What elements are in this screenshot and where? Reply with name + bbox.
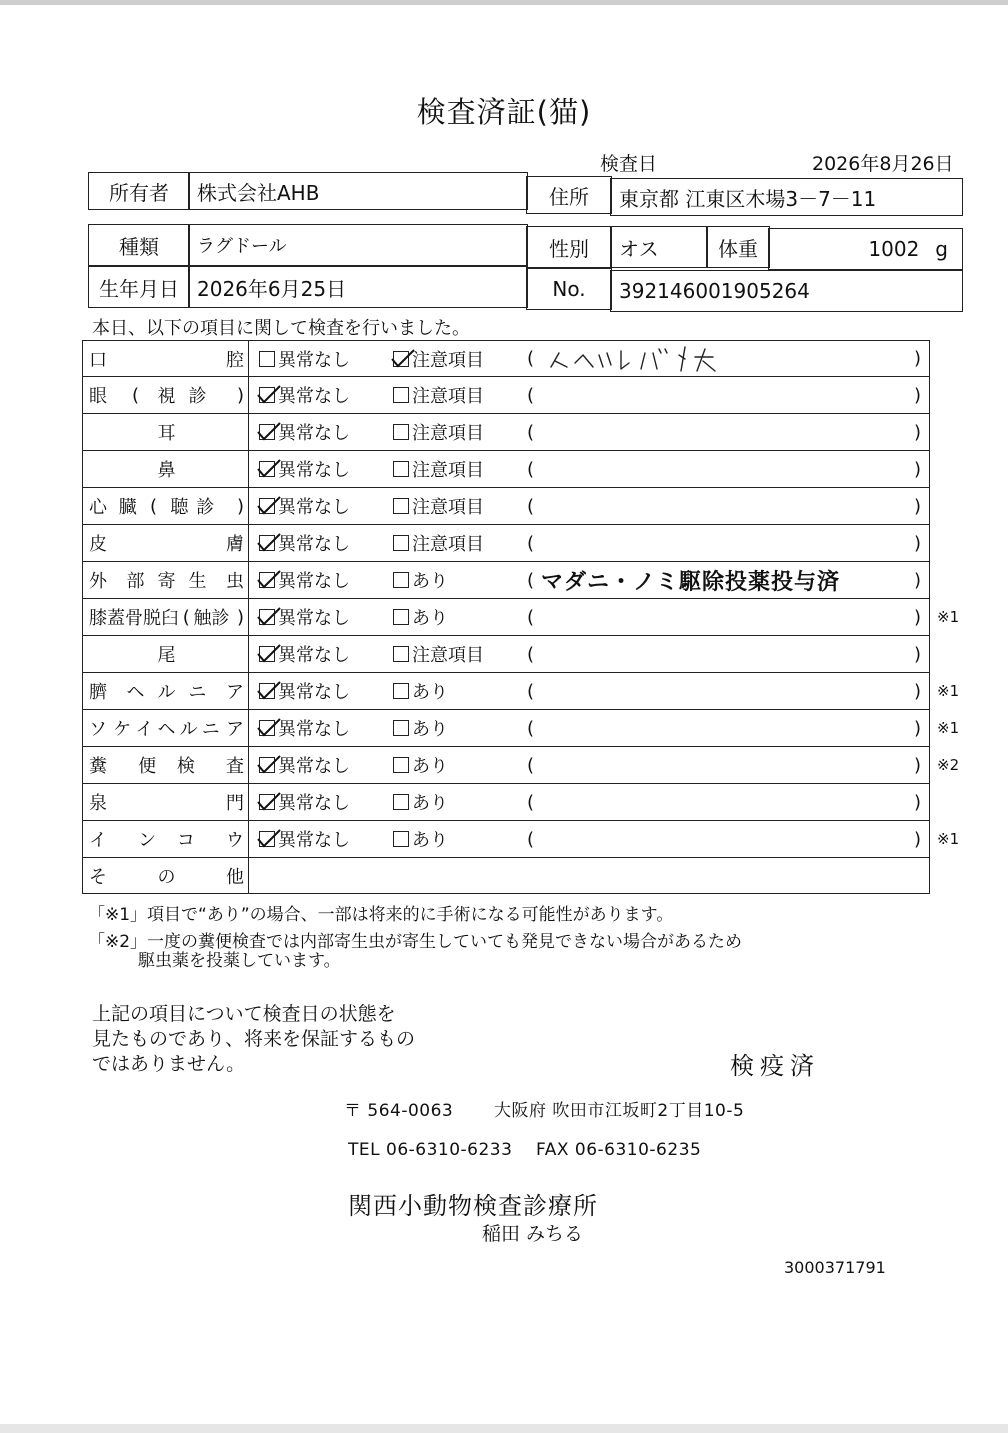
item-char: 心 (89, 497, 107, 518)
paren-open: ( (527, 606, 535, 628)
footnote-2: 「※2」一度の糞便検査では内部寄生虫が寄生していても発見できない場合があるため (88, 932, 743, 952)
checkbox[interactable] (259, 424, 275, 440)
option-label: 注意項目 (412, 645, 484, 666)
check-mark-icon (255, 419, 283, 443)
footnote-2-cont: 駆虫薬を投薬しています。 (138, 951, 341, 971)
item-char: 部 (126, 571, 145, 592)
checklist-row (82, 747, 960, 784)
check-mark-icon (255, 715, 283, 739)
weight-value: 1002 (868, 237, 920, 261)
option-label: 異常なし (278, 534, 350, 555)
paren-open: ( (527, 643, 535, 665)
option-label: 異常なし (278, 571, 350, 592)
item-char: ヘ (157, 719, 176, 740)
item-char: 視 (157, 386, 176, 407)
checklist-row-other (82, 858, 930, 894)
paren-close: ) (913, 532, 921, 554)
check-item-label: 鼻 (83, 451, 249, 487)
item-char: ニ (188, 682, 207, 703)
check-mark-icon (389, 346, 417, 370)
checklist-row (82, 451, 930, 488)
option-label: 異常なし (278, 682, 350, 703)
footnote-mark: ※2 (937, 756, 960, 774)
paren-open: ( (527, 384, 535, 406)
checkbox[interactable] (259, 387, 275, 403)
paren-close: ) (913, 680, 921, 702)
paren-close: ) (913, 348, 921, 369)
check-mark-icon (255, 567, 283, 591)
item-char: 泉 (89, 793, 107, 814)
paren-open: ( (527, 791, 535, 813)
option-label: 異常なし (278, 608, 350, 629)
footnote-mark: ※1 (937, 719, 960, 737)
item-char: ン (138, 830, 157, 851)
option-label: 異常なし (278, 349, 350, 371)
option-label: あり (412, 571, 448, 592)
option-label: 異常なし (278, 497, 350, 518)
check-item-label (83, 710, 249, 746)
option-label: 注意項目 (412, 349, 484, 371)
paren-open: ( (527, 717, 535, 739)
check-mark-icon (255, 826, 283, 850)
clinic-fax: FAX 06-6310-6235 (536, 1140, 702, 1160)
item-char: 診 (188, 386, 207, 407)
option-attention[interactable] (393, 451, 484, 487)
check-item-label (83, 747, 249, 783)
option-normal[interactable] (259, 414, 350, 450)
check-item-label (83, 488, 249, 524)
weight-label: 体重 (706, 226, 770, 268)
option-normal[interactable] (259, 636, 350, 672)
statement-line: 見たものであり、将来を保証するもの (92, 1028, 416, 1050)
footnote-mark: ※1 (937, 682, 960, 700)
paren-close: ) (913, 421, 921, 443)
paren-open: ( (527, 348, 535, 369)
checkbox[interactable] (393, 646, 409, 662)
option-label: 注意項目 (412, 423, 484, 444)
option-label: 異常なし (278, 793, 350, 814)
check-item-label (83, 784, 249, 820)
footnote-mark: ※1 (937, 608, 960, 626)
option-label: 異常なし (278, 719, 350, 740)
item-char: ア (226, 682, 244, 703)
item-char: 寄 (157, 571, 176, 592)
paren-open: ( (527, 532, 535, 554)
option-attention[interactable] (393, 525, 484, 561)
weight-field (768, 228, 963, 270)
option-label: 注意項目 (412, 534, 484, 555)
item-char: イ (89, 830, 107, 851)
option-normal[interactable] (259, 710, 350, 746)
item-char: 虫 (226, 571, 244, 592)
checkbox[interactable] (393, 831, 409, 847)
checklist-row (82, 784, 930, 821)
check-mark-icon (255, 456, 283, 480)
checkbox[interactable] (259, 757, 275, 773)
disclaimer-statement (92, 1002, 415, 1077)
paren-close: ) (913, 717, 921, 739)
paren-open: ( (527, 569, 535, 591)
check-item-label (83, 341, 249, 376)
item-char: 査 (226, 756, 244, 777)
item-char: 検 (176, 756, 195, 777)
check-item-label: 耳 (83, 414, 249, 450)
paren-close: ) (913, 384, 921, 406)
checkbox[interactable] (259, 498, 275, 514)
check-mark-icon (255, 641, 283, 665)
document-title: 検査済証(猫) (416, 95, 592, 129)
paren-open: ( (527, 828, 535, 850)
option-normal[interactable] (259, 599, 350, 635)
sex-label: 性別 (526, 226, 612, 268)
paren-close: ) (913, 828, 921, 850)
option-label: 注意項目 (412, 386, 484, 407)
option-label: あり (412, 793, 448, 814)
item-char: の (157, 866, 176, 888)
paren-open: ( (527, 754, 535, 776)
scan-bottom-edge (0, 1424, 1008, 1433)
item-char: 膝 (89, 608, 107, 629)
option-normal[interactable] (259, 821, 350, 857)
check-item-label: 尾 (83, 636, 249, 672)
paren-close: ) (913, 458, 921, 480)
item-char: コ (176, 830, 195, 851)
checkbox[interactable] (259, 794, 275, 810)
option-normal[interactable] (259, 747, 350, 783)
option-label: あり (412, 608, 448, 629)
paren-close: ) (913, 495, 921, 517)
item-char: 診 (211, 608, 230, 629)
birth-value: 2026年6月25日 (188, 266, 528, 308)
checkbox[interactable] (393, 461, 409, 477)
item-char: ) (236, 495, 244, 517)
item-char: ニ (201, 719, 220, 740)
option-attention[interactable] (393, 562, 448, 598)
checklist-row (82, 377, 930, 414)
checkbox[interactable] (259, 683, 275, 699)
item-char: ル (179, 719, 198, 740)
item-char: ケ (113, 719, 132, 740)
paren-close: ) (913, 754, 921, 776)
item-char: 触 (193, 608, 212, 629)
item-char: ア (225, 719, 244, 740)
option-attention[interactable] (393, 821, 448, 857)
address-label: 住所 (526, 176, 612, 214)
item-char: ) (236, 384, 244, 406)
footnote-mark: ※1 (937, 830, 960, 848)
option-label: 注意項目 (412, 497, 484, 518)
inspection-date: 2026年8月26日 (812, 153, 954, 175)
check-mark-icon (255, 382, 283, 406)
check-mark-icon (255, 493, 283, 517)
statement-line: 上記の項目について検査日の状態を (92, 1003, 396, 1025)
check-item-label (83, 599, 249, 635)
checkbox[interactable] (393, 424, 409, 440)
paren-close: ) (913, 569, 921, 591)
postal-code: 〒 564-0063 (344, 1101, 454, 1121)
checkbox[interactable] (259, 609, 275, 625)
check-item-label (83, 821, 249, 857)
option-label: あり (412, 719, 448, 740)
option-attention[interactable] (393, 414, 484, 450)
number-label: No. (526, 268, 612, 310)
clinic-address: 大阪府 吹田市江坂町2丁目10-5 (494, 1101, 745, 1121)
check-item-label (83, 377, 249, 413)
option-label: 注意項目 (412, 460, 484, 481)
handwritten-note-icon (545, 343, 785, 377)
option-attention[interactable] (393, 488, 484, 524)
quarantine-stamp: 検疫済 (730, 1052, 820, 1080)
check-mark-icon (255, 604, 283, 628)
checkbox[interactable] (259, 646, 275, 662)
item-char: そ (89, 866, 107, 888)
option-attention[interactable] (393, 341, 484, 376)
paren-close: ) (913, 791, 921, 813)
option-attention[interactable] (393, 673, 448, 709)
option-label: 異常なし (278, 386, 350, 407)
item-char: ( (131, 384, 140, 406)
clinic-tel: TEL 06-6310-6233 (348, 1140, 513, 1160)
option-label: あり (412, 682, 448, 703)
item-char: 糞 (89, 756, 107, 777)
check-item-label (83, 525, 249, 561)
item-char: 眼 (89, 386, 107, 407)
address-value: 東京都 江東区木場3－7－11 (610, 178, 963, 216)
item-char: 腔 (226, 349, 244, 371)
item-char: 生 (188, 571, 207, 592)
option-label: あり (412, 756, 448, 777)
checklist-row (82, 673, 960, 710)
checkbox[interactable] (259, 461, 275, 477)
option-normal[interactable] (259, 451, 350, 487)
option-normal[interactable] (259, 341, 350, 376)
check-mark-icon (255, 789, 283, 813)
option-label: あり (412, 830, 448, 851)
paren-open: ( (527, 680, 535, 702)
item-char: 口 (89, 349, 107, 371)
option-attention[interactable] (393, 599, 448, 635)
item-char: ( (150, 495, 158, 517)
checkbox[interactable] (393, 794, 409, 810)
item-char: 骨 (125, 608, 143, 629)
inspection-date-label: 検査日 (600, 153, 658, 175)
item-char: 膚 (226, 534, 244, 555)
checkbox[interactable] (393, 498, 409, 514)
check-mark-icon (255, 530, 283, 554)
paren-open: ( (527, 421, 535, 443)
checklist-row (82, 414, 930, 451)
item-char: 臍 (89, 682, 107, 703)
option-normal[interactable] (259, 377, 350, 413)
remarks-field[interactable]: マダニ・ノミ駆除投薬投与済 (541, 569, 841, 595)
item-char: ) (236, 606, 244, 628)
checklist-row (82, 488, 930, 525)
checklist-row (82, 525, 930, 562)
item-char: 他 (226, 866, 245, 888)
item-char: ウ (226, 830, 244, 851)
paren-close: ) (913, 606, 921, 628)
scan-top-edge (0, 0, 1008, 5)
item-char: 蓋 (107, 608, 125, 629)
option-attention[interactable] (393, 747, 448, 783)
option-attention[interactable] (393, 636, 484, 672)
checklist-row (82, 821, 960, 858)
breed-value: ラグドール (188, 224, 528, 266)
item-char: 臓 (118, 497, 137, 518)
check-item-label (83, 562, 249, 598)
paren-open: ( (527, 495, 535, 517)
option-label: 異常なし (278, 460, 350, 481)
checklist-row (82, 599, 960, 636)
clinic-name: 関西小動物検査診療所 (348, 1192, 598, 1220)
option-normal[interactable] (259, 488, 350, 524)
checklist-row (82, 636, 930, 673)
checkbox[interactable] (393, 720, 409, 736)
checklist-row (82, 562, 930, 599)
check-item-label (83, 858, 249, 893)
checkbox[interactable] (259, 831, 275, 847)
checkbox[interactable] (259, 572, 275, 588)
item-char: 門 (226, 793, 244, 814)
option-normal[interactable] (259, 562, 350, 598)
checkbox[interactable] (393, 351, 409, 367)
checkbox[interactable] (393, 683, 409, 699)
checkbox[interactable] (393, 572, 409, 588)
doctor-name: 稲田 みちる (482, 1223, 584, 1245)
checkbox[interactable] (259, 720, 275, 736)
item-char: 聴 (170, 497, 189, 518)
owner-label: 所有者 (88, 172, 190, 210)
sex-value: オス (610, 226, 708, 268)
item-char: イ (135, 719, 154, 740)
checkbox[interactable] (393, 387, 409, 403)
option-label: 異常なし (278, 830, 350, 851)
item-char: ヘ (126, 682, 145, 703)
option-label: 異常なし (278, 645, 350, 666)
checkbox[interactable] (393, 535, 409, 551)
option-attention[interactable] (393, 710, 448, 746)
item-char: ル (157, 682, 176, 703)
option-normal[interactable] (259, 525, 350, 561)
checkbox[interactable] (393, 757, 409, 773)
check-item-label (83, 673, 249, 709)
option-attention[interactable] (393, 377, 484, 413)
checkbox[interactable] (259, 351, 275, 367)
option-attention[interactable] (393, 784, 448, 820)
item-char: 外 (89, 571, 107, 592)
birth-label: 生年月日 (88, 266, 190, 308)
number-value: 392146001905264 (610, 270, 963, 312)
statement-line: ではありません。 (92, 1053, 246, 1075)
item-char: 脱 (143, 608, 161, 629)
item-char: 便 (138, 756, 157, 777)
item-char: ソ (89, 719, 107, 740)
item-char: ( (182, 606, 190, 628)
checklist-row (82, 340, 930, 377)
item-char: 診 (196, 497, 215, 518)
breed-label: 種類 (88, 224, 190, 266)
item-char: 皮 (89, 534, 107, 555)
option-normal[interactable] (259, 673, 350, 709)
option-normal[interactable] (259, 784, 350, 820)
paren-open: ( (527, 458, 535, 480)
footnote-1: 「※1」項目で“あり”の場合、一部は将来的に手術になる可能性があります。 (88, 905, 674, 925)
owner-value: 株式会社AHB (188, 172, 528, 210)
item-char: 臼 (161, 608, 179, 629)
paren-close: ) (913, 643, 921, 665)
checklist-row (82, 710, 960, 747)
document-number: 3000371791 (784, 1258, 886, 1277)
check-mark-icon (255, 678, 283, 702)
check-mark-icon (255, 752, 283, 776)
weight-unit: g (935, 237, 948, 261)
checkbox[interactable] (259, 535, 275, 551)
checkbox[interactable] (393, 609, 409, 625)
option-label: 異常なし (278, 423, 350, 444)
option-label: 異常なし (278, 756, 350, 777)
intro-text: 本日、以下の項目に関して検査を行いました。 (92, 318, 470, 339)
